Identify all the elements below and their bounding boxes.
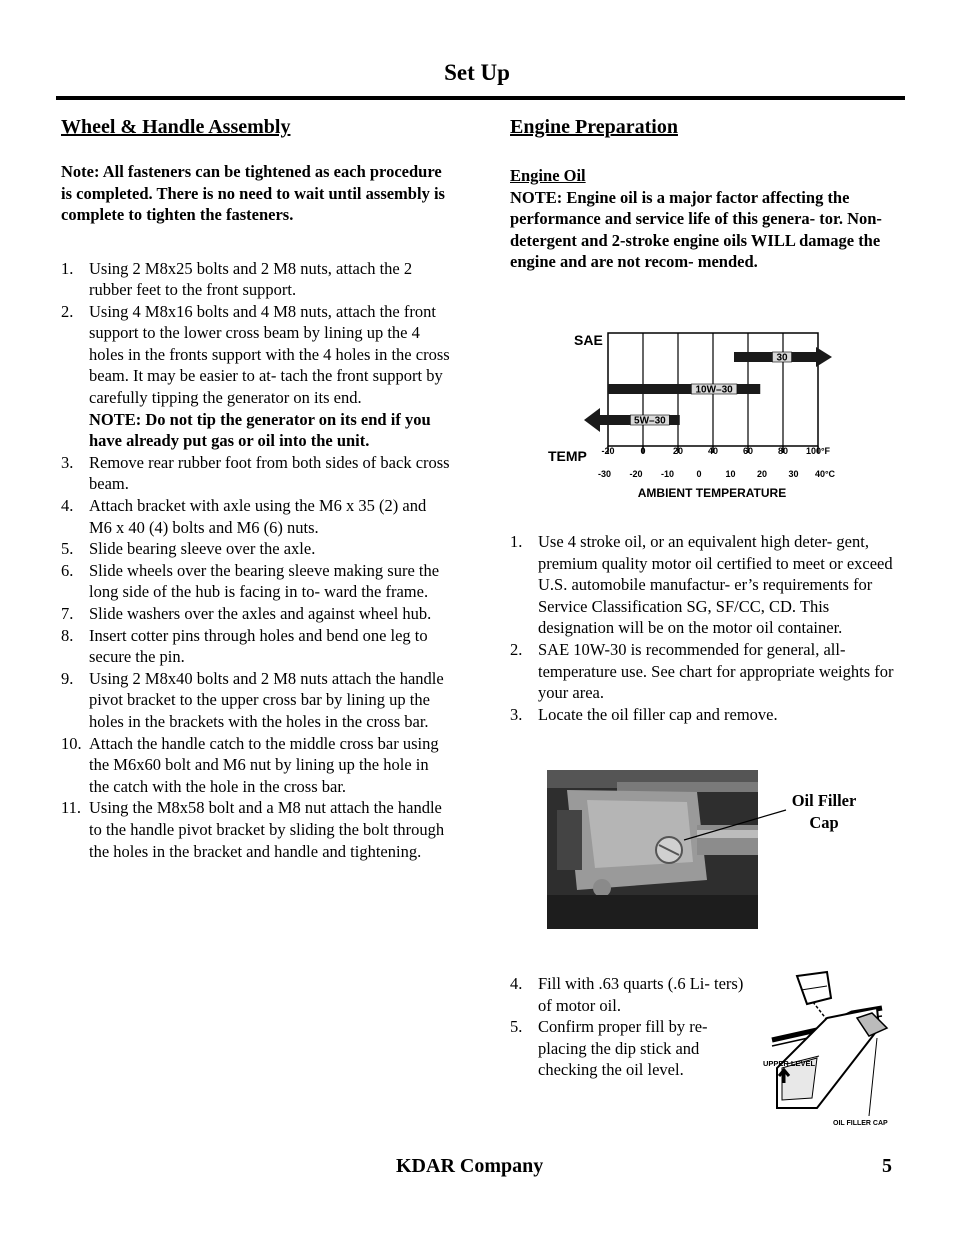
oil-filler-pointer [680, 806, 790, 846]
c-tick-label: 10 [725, 469, 736, 479]
oil-filler-cap-diagram-label: OIL FILLER CAP [833, 1120, 888, 1127]
list-item: 2. SAE 10W-30 is recommended for general, all- temperature use. See chart for appropriate weights for your area. [510, 639, 894, 703]
c-tick-label: 30 [788, 469, 799, 479]
f-tick-label: 60 [742, 446, 754, 456]
left-column [61, 116, 451, 862]
list-item: 4. Fill with .63 quarts (.6 Li- ters) of motor oil. [510, 974, 744, 1015]
oil-viscosity-chart [540, 325, 855, 505]
c-tick-label: 0 [696, 469, 702, 479]
engine-oil-note: NOTE: Engine oil is a major factor affecting the performance and service life of this genera- tor. Non-detergent and 2-stroke engine oils WILL damage the engine and are not recom- mended. [510, 187, 882, 271]
upper-level-label: UPPER LEVEL [763, 1059, 816, 1068]
fastener-note: Note: All fasteners can be tightened as each procedure is completed. There is no need to wait until assembly is complete to tighten the fasteners. [61, 162, 445, 224]
list-item: 3. Locate the oil filler cap and remove. [510, 704, 778, 724]
f-tick-label: -20 [601, 446, 615, 456]
series-label: 5W–30 [634, 415, 666, 427]
list-item: 9. Using 2 M8x40 bolts and 2 M8 nuts attach the handle pivot bracket to the upper cross bar by lining up the holes in the brackets with the holes in the cross bar. [61, 668, 444, 731]
tip-warning: NOTE: Do not tip the generator on its end if you have already put gas or oil into the unit. [89, 409, 431, 451]
list-item: 3. Remove rear rubber foot from both sides of back cross beam. [61, 452, 450, 494]
c-tick-label: -20 [629, 469, 643, 479]
x-axis-label: AMBIENT TEMPERATURE [637, 486, 787, 500]
page-title: Set Up [444, 60, 510, 85]
c-tick-label: 20 [756, 469, 768, 479]
f-tick-label: 100°F [805, 446, 831, 456]
title-rule [56, 96, 905, 100]
list-item: 6. Slide wheels over the bearing sleeve making sure the long side of the hub is facing in to- ward the frame. [61, 560, 440, 602]
oil-filler-photo [547, 770, 758, 929]
c-tick-label: 40°C [814, 469, 836, 479]
page-number: 5 [882, 1155, 892, 1177]
f-tick-label: 40 [707, 446, 719, 456]
list-item: 2. Using 4 M8x16 bolts and 4 M8 nuts, attach the front support to the lower cross beam by lining up the 4 holes in the fronts support with the 4 holes in the cross beam. It may be easier to at- tach the front support by carefully tipping the generator on its end. NOTE: Do not tip the generator on its end if you have already put gas or oil into the unit. [61, 301, 450, 451]
arrow-left-icon [584, 408, 600, 432]
right-column [510, 116, 895, 273]
engine-prep-heading: Engine Preparation [510, 116, 678, 138]
list-item: 7. Slide washers over the axles and against wheel hub. [61, 604, 432, 623]
oil-filler-cap-label: Oil Filler Cap [791, 791, 857, 832]
footer-company: KDAR Company [396, 1155, 544, 1177]
list-item: 4. Attach bracket with axle using the M6 x 35 (2) and M6 x 40 (4) bolts and M6 (6) nuts. [61, 496, 427, 537]
list-item: 11. Using the M8x58 bolt and a M8 nut attach the handle to the handle pivot bracket by sliding the bolt through the holes in the bracket and handle and tightening. [61, 798, 445, 861]
assembly-steps [61, 258, 451, 863]
f-tick-label: 80 [777, 446, 789, 456]
oil-fill-diagram [757, 968, 897, 1128]
series-bar [608, 384, 760, 394]
list-item: 1. Using 2 M8x25 bolts and 2 M8 nuts, attach the 2 rubber feet to the front support. [61, 258, 413, 300]
oil-steps-b [510, 973, 745, 1081]
oil-steps-a [510, 531, 895, 725]
list-item: 8. Insert cotter pins through holes and bend one leg to secure the pin. [61, 625, 428, 667]
list-item: 10. Attach the handle catch to the middle cross bar using the M6x60 bolt and M6 nut by lining up the hole in the catch with the hole in the cross bar. [61, 733, 439, 796]
list-item: 5. Confirm proper fill by re- placing the dip stick and checking the oil level. [510, 1017, 708, 1080]
engine-oil-subheading: Engine Oil [510, 166, 586, 185]
f-tick-label: 0 [640, 446, 646, 456]
sae-label: SAE [574, 332, 603, 348]
c-tick-label: -30 [597, 469, 612, 479]
engine-photo-illustration [547, 770, 758, 929]
series-label: 10W–30 [695, 384, 733, 396]
arrow-right-icon [816, 347, 832, 367]
list-item: 1. Use 4 stroke oil, or an equivalent high deter- gent, premium quality motor oil certified to meet or exceed U.S. automobile manufactur- er’s requirements for Service Classification SG, SF/CC, CD. This designation will be on the motor oil container. [510, 532, 893, 638]
wheel-handle-heading: Wheel & Handle Assembly [61, 116, 291, 138]
c-tick-label: -10 [660, 469, 675, 479]
temp-label: TEMP [548, 448, 587, 464]
series-label: 30 [776, 352, 788, 364]
list-item: 5. Slide bearing sleeve over the axle. [61, 539, 316, 559]
f-tick-label: 20 [672, 446, 684, 456]
